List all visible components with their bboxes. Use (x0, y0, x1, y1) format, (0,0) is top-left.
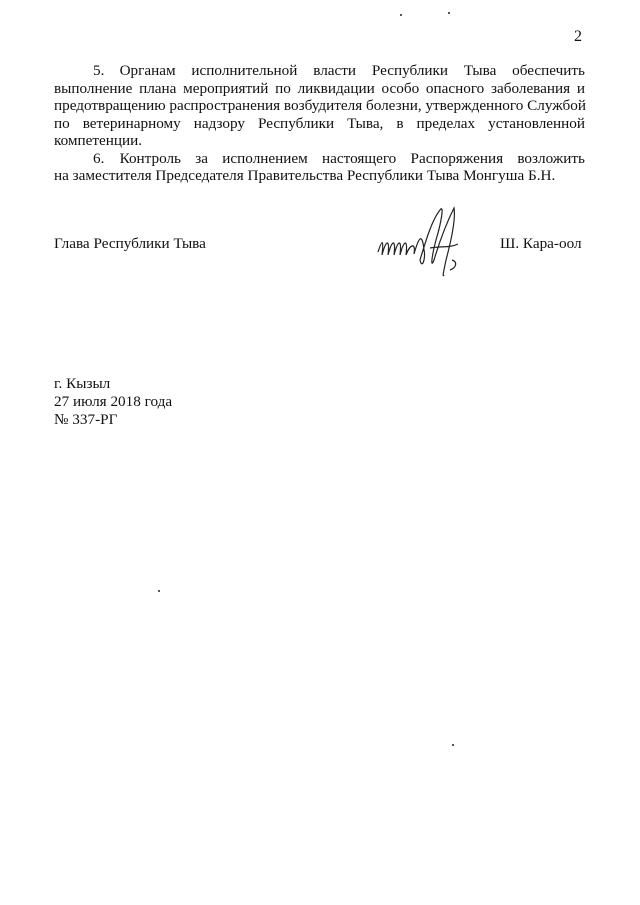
paragraph-5-line: компетенции. (54, 132, 143, 149)
handwritten-signature (370, 200, 475, 285)
paragraph-5-line: по ветеринарному надзору Республики Тыва, в пределах установленной (54, 115, 585, 132)
paragraph-6-line: на заместителя Председателя Правительства Республики Тыва Монгуша Б.Н. (54, 167, 556, 184)
paragraph-6-line: 6. Контроль за исполнением настоящего Распоряжения возложить (93, 150, 585, 167)
paragraph-5-line: предотвращению распространения возбудителя болезни, утвержденного Службой (54, 97, 586, 114)
scan-speck (158, 590, 160, 592)
scan-speck (448, 12, 450, 14)
signatory-position: Глава Республики Тыва (54, 235, 206, 252)
paragraph-5-line: выполнение плана мероприятий по ликвидации особо опасного заболевания и (54, 80, 585, 97)
document-date: 27 июля 2018 года (54, 393, 173, 410)
paragraph-5-line: 5. Органам исполнительной власти Республики Тыва обеспечить (93, 62, 585, 79)
scan-speck (452, 744, 454, 746)
signatory-name: Ш. Кара-оол (500, 235, 582, 252)
scan-speck (400, 14, 402, 16)
document-number: № 337-РГ (54, 411, 118, 428)
page-number: 2 (574, 28, 582, 45)
city: г. Кызыл (54, 375, 111, 392)
